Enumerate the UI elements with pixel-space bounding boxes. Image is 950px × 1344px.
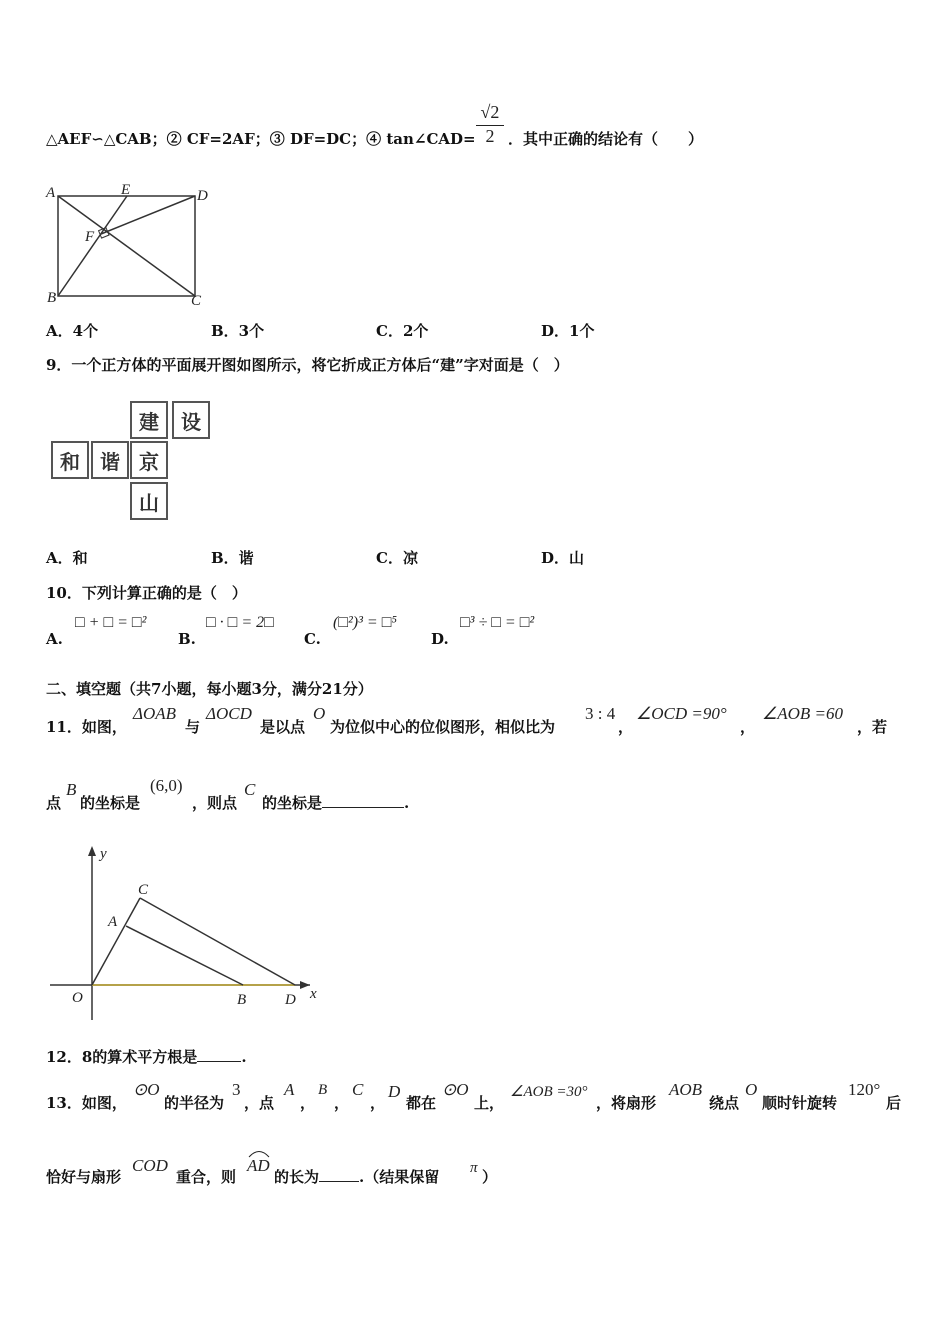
- label-d: D: [197, 188, 208, 204]
- q9-option-c[interactable]: C．凉: [376, 549, 418, 567]
- q13-math-rotation: 120°: [848, 1080, 881, 1099]
- q12-question: [46, 1046, 247, 1067]
- q13-text: 的半径为: [164, 1094, 225, 1112]
- q11-text: 11．如图，: [46, 718, 127, 736]
- diagonal-ac: [58, 196, 195, 296]
- q13-text: [274, 1166, 439, 1187]
- q13-math-c: C: [352, 1080, 364, 1099]
- cube-cell-he: 和: [51, 441, 89, 479]
- q13-text: 重合，则: [176, 1168, 237, 1186]
- q13-text: 上，: [474, 1094, 505, 1112]
- answer-blank[interactable]: [322, 807, 404, 808]
- q13-math-aob: AOB: [669, 1080, 703, 1099]
- q13-text: 后: [886, 1094, 902, 1112]
- x-axis-arrow: [300, 981, 310, 989]
- q11-math-b: B: [66, 780, 77, 799]
- q13-text: 恰好与扇形: [46, 1168, 122, 1186]
- section-title: 二、填空题（共7小题，每小题3分，满分21分）: [46, 680, 373, 698]
- q13-math-o: O: [745, 1080, 758, 1099]
- q11-math-coord: (6,0): [150, 776, 183, 795]
- q13-math-pi: π: [470, 1160, 478, 1176]
- q11-math-angle-ocd: ∠OCD =90°: [636, 704, 727, 723]
- cube-cell-xie: 谐: [91, 441, 129, 479]
- q8-fraction: [476, 102, 504, 147]
- q11-text: 与: [185, 718, 201, 736]
- y-axis-arrow: [88, 846, 96, 856]
- q11-math-c: C: [244, 780, 256, 799]
- fraction-numerator: √2: [476, 102, 504, 126]
- q8-statement: [46, 128, 476, 149]
- label-f: F: [85, 229, 95, 245]
- q13-text: ，点: [244, 1094, 275, 1112]
- label-e: E: [121, 182, 131, 198]
- cube-cell-jing: 京: [130, 441, 168, 479]
- q10-expr-c: (□²)³ = □⁵: [333, 614, 397, 631]
- label-b: B: [47, 290, 57, 306]
- q13-text: 顺时针旋转: [762, 1094, 838, 1112]
- q13-math-a: A: [284, 1080, 295, 1099]
- q13-text: ，: [300, 1094, 316, 1112]
- label-y: y: [100, 846, 107, 862]
- q11-text: ，: [740, 718, 756, 736]
- q10-option-c[interactable]: C.: [304, 630, 321, 648]
- q13-text: 都在: [406, 1094, 437, 1112]
- q8-option-d[interactable]: D．1个: [541, 322, 595, 340]
- label-x: x: [310, 986, 317, 1002]
- q13-math-angle: ∠AOB =30°: [510, 1084, 588, 1100]
- q13-math-cod: COD: [132, 1156, 168, 1175]
- q11-text: [262, 792, 409, 813]
- q11-period: .: [404, 794, 410, 812]
- q13-text: .（结果保留: [359, 1168, 440, 1186]
- q10-option-a[interactable]: A.: [46, 630, 63, 648]
- q10-expr-a: □ + □ = □²: [75, 614, 147, 631]
- q8-rectangle-figure: [45, 184, 220, 309]
- q13-text: ，将扇形: [596, 1094, 657, 1112]
- label-d: D: [285, 992, 296, 1008]
- cube-cell-shan: 山: [130, 482, 168, 520]
- answer-blank[interactable]: [319, 1181, 359, 1182]
- label-c: C: [138, 882, 149, 898]
- q11-text: 点: [46, 794, 62, 812]
- q10-option-b[interactable]: B.: [178, 630, 196, 648]
- q10-expr-b: □ · □ = 2□: [206, 614, 274, 631]
- q13-math-b: B: [318, 1082, 328, 1098]
- q13-math-circle: ⊙O: [442, 1080, 469, 1099]
- q13-arc-ad: [247, 1148, 270, 1175]
- label-o: O: [72, 990, 83, 1006]
- segment-ab: [126, 926, 243, 985]
- q11-text: 为位似中心的位似图形，相似比为: [330, 718, 556, 736]
- q9-option-b[interactable]: B．谐: [211, 549, 254, 567]
- q8-option-a[interactable]: A．4个: [46, 322, 99, 340]
- q13-text: ，: [370, 1094, 386, 1112]
- q13-text: 的长为: [274, 1168, 320, 1186]
- cube-net: [48, 400, 218, 530]
- segment-oc: [92, 898, 140, 985]
- cube-cell-she: 设: [172, 401, 210, 439]
- line-df: [101, 196, 195, 234]
- q11-coordinate-figure: [40, 840, 335, 1025]
- line-be: [58, 196, 127, 296]
- q13-text: ，: [334, 1094, 350, 1112]
- q11-math-ratio: 3 : 4: [585, 704, 616, 723]
- q12-period: .: [241, 1048, 247, 1066]
- q8-option-b[interactable]: B．3个: [211, 322, 265, 340]
- label-a: A: [108, 914, 118, 930]
- answer-blank[interactable]: [197, 1061, 241, 1062]
- q11-text: ，若: [857, 718, 888, 736]
- q11-math-oab: ΔOAB: [133, 704, 177, 723]
- q13-math-radius: 3: [232, 1080, 241, 1099]
- q11-text: 的坐标是: [262, 794, 323, 812]
- q9-question: 9．一个正方体的平面展开图如图所示，将它折成正方体后“建”字对面是（ ）: [46, 356, 569, 374]
- cube-cell-jian: 建: [130, 401, 168, 439]
- q12-text: 12．8的算术平方根是: [46, 1048, 198, 1066]
- q8-prefix: △AEF∽△CAB；② CF=2AF；③ DF=DC；④ tan∠CAD=: [46, 130, 476, 148]
- q13-text: 13．如图，: [46, 1094, 127, 1112]
- q13-math-d: D: [388, 1082, 401, 1101]
- label-b: B: [237, 992, 247, 1008]
- fraction-denominator: 2: [485, 126, 495, 146]
- q13-text: 绕点: [709, 1094, 740, 1112]
- q9-option-a[interactable]: A．和: [46, 549, 88, 567]
- q9-option-d[interactable]: D．山: [541, 549, 585, 567]
- label-c: C: [191, 293, 202, 309]
- q11-text: ，则点: [192, 794, 238, 812]
- q11-math-ocd: ΔOCD: [206, 704, 252, 723]
- q11-text: 是以点: [260, 718, 306, 736]
- q10-question: 10．下列计算正确的是（ ）: [46, 584, 247, 602]
- q8-option-c[interactable]: C．2个: [376, 322, 429, 340]
- q13-math-circle: ⊙O: [133, 1080, 160, 1099]
- q13-text: ）: [482, 1168, 498, 1186]
- q10-expr-d: □³ ÷ □ = □²: [460, 614, 535, 631]
- q11-math-o: O: [313, 704, 326, 723]
- q10-option-d[interactable]: D.: [431, 630, 449, 648]
- q11-text: 的坐标是: [80, 794, 141, 812]
- label-a: A: [46, 185, 56, 201]
- q8-suffix: ．其中正确的结论有（ ）: [508, 130, 704, 148]
- q11-text: ，: [618, 718, 634, 736]
- q11-math-angle-aob: ∠AOB =60: [762, 704, 844, 723]
- q13-math-ad: AD: [247, 1156, 270, 1175]
